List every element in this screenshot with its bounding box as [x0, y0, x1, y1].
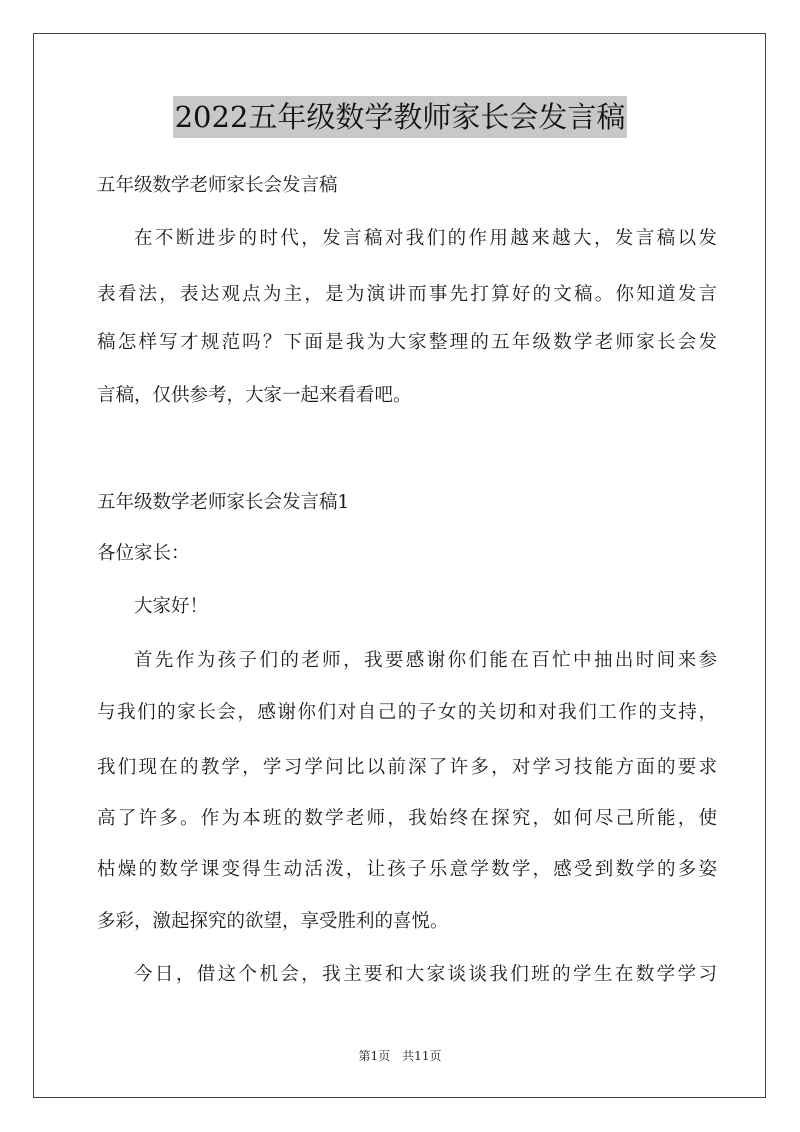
title-container [0, 96, 800, 138]
body-line: 枯燥的数学课变得生动活泼，让孩子乐意学数学，感受到数学的多姿 [97, 859, 717, 880]
intro-line: 言稿，仅供参考，大家一起来看看吧。 [97, 385, 412, 406]
closing-line: 今日，借这个机会，我主要和大家谈谈我们班的学生在数学学习 [134, 964, 717, 985]
body-line: 我们现在的教学，学习学问比以前深了许多，对学习技能方面的要求 [97, 757, 717, 778]
greeting: 大家好！ [134, 596, 209, 617]
body-line: 首先作为孩子们的老师，我要感谢你们能在百忙中抽出时间来参 [134, 650, 717, 671]
section-heading: 五年级数学老师家长会发言稿1 [97, 492, 350, 513]
intro-line: 稿怎样写才规范吗？下面是我为大家整理的五年级数学老师家长会发 [97, 332, 717, 353]
intro-line: 表看法，表达观点为主，是为演讲而事先打算好的文稿。你知道发言 [97, 284, 717, 305]
body-line: 多彩，激起探究的欲望，享受胜利的喜悦。 [97, 911, 449, 932]
body-line: 与我们的家长会，感谢你们对自己的子女的关切和对我们工作的支持， [97, 702, 717, 723]
page-footer [0, 1048, 800, 1064]
intro-line: 在不断进步的时代，发言稿对我们的作用越来越大，发言稿以发 [134, 228, 717, 249]
page-indicator: 第1页 共11页 [358, 1049, 442, 1063]
document-subtitle: 五年级数学老师家长会发言稿 [97, 175, 338, 196]
body-line: 高了许多。作为本班的数学老师，我始终在探究，如何尽己所能，使 [97, 808, 717, 829]
document-title: 2022五年级数学教师家长会发言稿 [173, 96, 628, 138]
salutation: 各位家长： [97, 543, 190, 564]
